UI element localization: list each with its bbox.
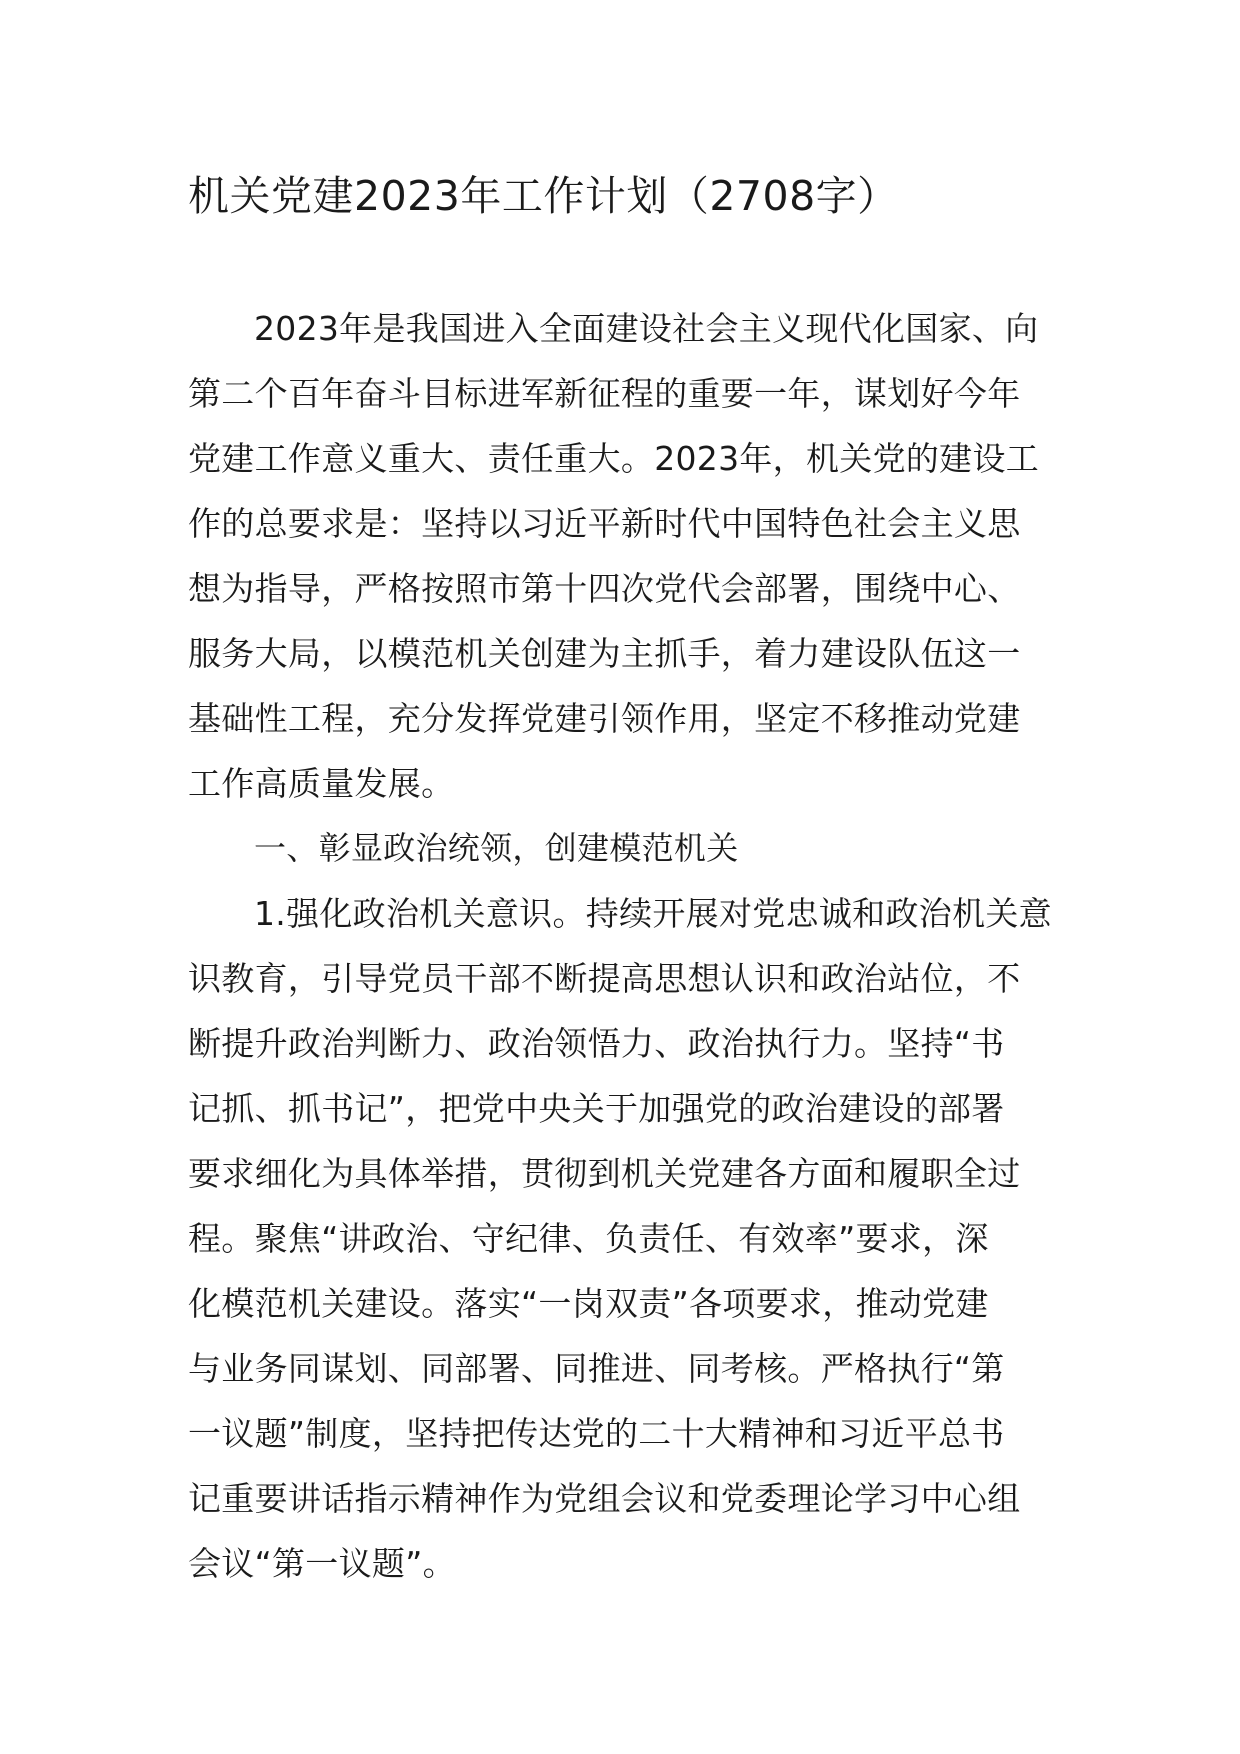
- document-title: 机关党建2023年工作计划（2708字）: [188, 172, 899, 220]
- text-line: 工作高质量发展。: [188, 764, 455, 803]
- text-line: 服务大局，以模范机关创建为主抓手，着力建设队伍这一: [188, 634, 1021, 673]
- text-line: 会议“第一议题”。: [188, 1544, 456, 1583]
- text-line: 想为指导，严格按照市第十四次党代会部署，围绕中心、: [188, 569, 1021, 608]
- text-line: 断提升政治判断力、政治领悟力、政治执行力。坚持“书: [188, 1024, 1005, 1063]
- text-line: 基础性工程，充分发挥党建引领作用，坚定不移推动党建: [188, 699, 1021, 738]
- text-line: 记抓、抓书记”，把党中央关于加强党的政治建设的部署: [188, 1089, 1005, 1128]
- text-line: 作的总要求是：坚持以习近平新时代中国特色社会主义思: [188, 504, 1021, 543]
- text-line: 1.强化政治机关意识。持续开展对党忠诚和政治机关意: [254, 894, 1052, 933]
- text-line: 第二个百年奋斗目标进军新征程的重要一年，谋划好今年: [188, 374, 1021, 413]
- text-line: 2023年是我国进入全面建设社会主义现代化国家、向: [254, 309, 1039, 348]
- text-line: 与业务同谋划、同部署、同推进、同考核。严格执行“第: [188, 1349, 1005, 1388]
- section-heading: 一、彰显政治统领，创建模范机关: [254, 829, 739, 867]
- document-body: [188, 296, 1058, 1596]
- text-line: 要求细化为具体举措，贯彻到机关党建各方面和履职全过: [188, 1154, 1021, 1193]
- text-line: 记重要讲话指示精神作为党组会议和党委理论学习中心组: [188, 1479, 1021, 1518]
- text-line: 程。聚焦“讲政治、守纪律、负责任、有效率”要求，深: [188, 1219, 989, 1258]
- text-line: 识教育，引导党员干部不断提高思想认识和政治站位，不: [188, 959, 1021, 998]
- text-line: 化模范机关建设。落实“一岗双责”各项要求，推动党建: [188, 1284, 989, 1323]
- text-line: 一议题”制度，坚持把传达党的二十大精神和习近平总书: [188, 1414, 1005, 1453]
- text-line: 党建工作意义重大、责任重大。2023年，机关党的建设工: [188, 439, 1040, 478]
